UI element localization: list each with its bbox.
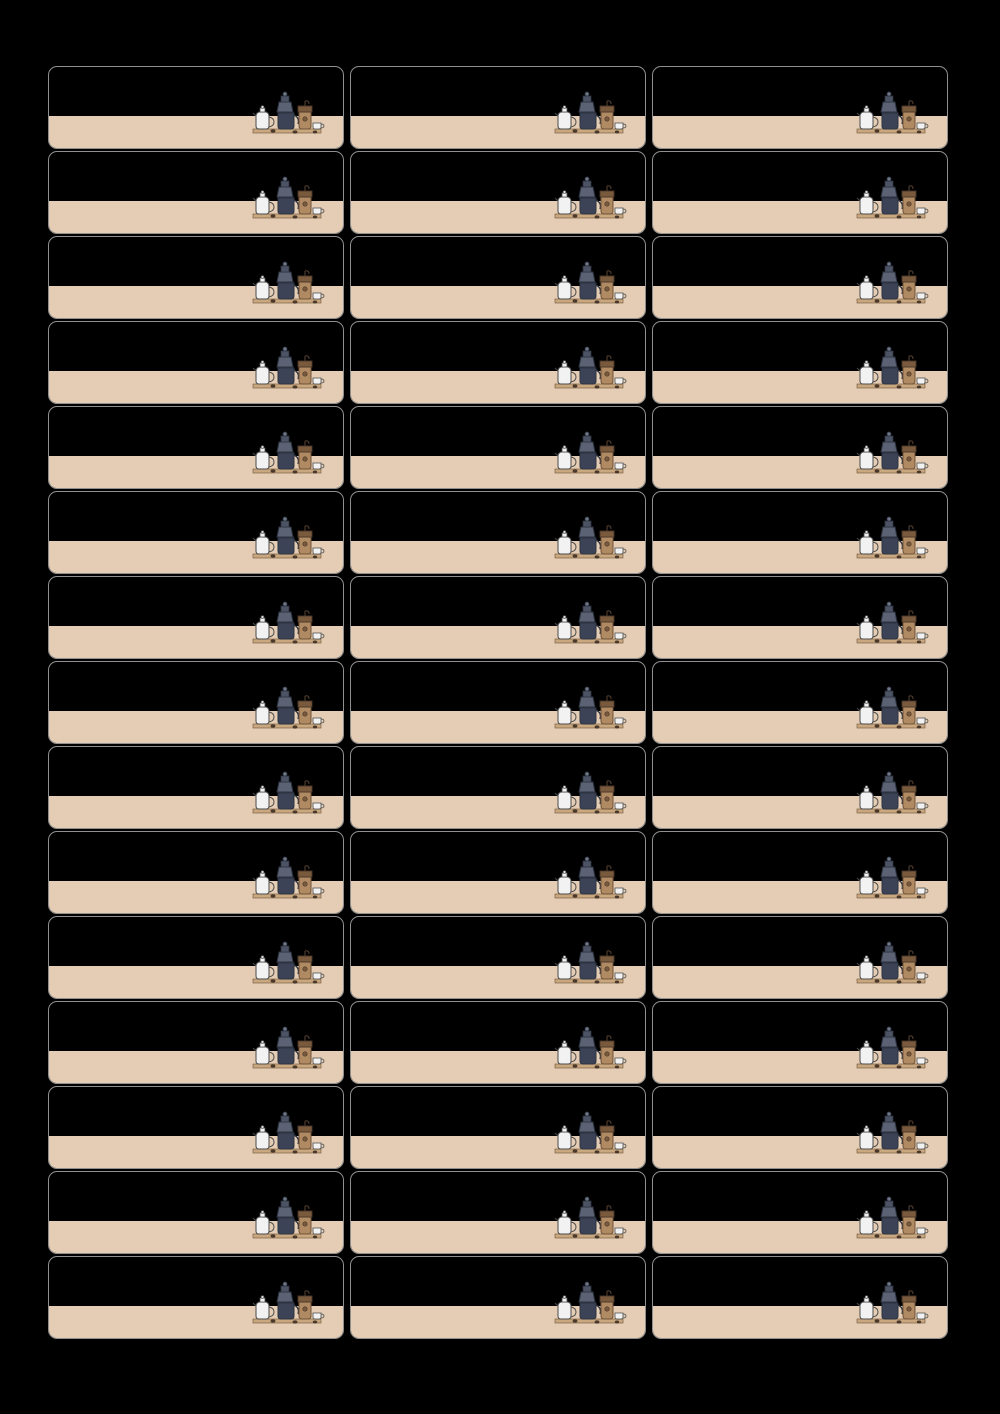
label-writing-area[interactable] <box>359 1263 549 1307</box>
label-writing-area[interactable] <box>661 243 851 287</box>
label-card[interactable] <box>48 1001 344 1084</box>
label-card[interactable] <box>48 321 344 404</box>
coffee-still-life-icon <box>853 592 929 654</box>
label-writing-area[interactable] <box>57 923 247 967</box>
coffee-still-life-icon <box>551 167 627 229</box>
label-writing-area[interactable] <box>661 1178 851 1222</box>
coffee-still-life-icon <box>249 677 325 739</box>
coffee-still-life-icon <box>853 507 929 569</box>
label-card[interactable] <box>350 1086 646 1169</box>
coffee-still-life-icon <box>551 592 627 654</box>
label-card[interactable] <box>48 831 344 914</box>
coffee-still-life-icon <box>551 252 627 314</box>
label-card[interactable] <box>652 916 948 999</box>
label-card[interactable] <box>48 661 344 744</box>
label-writing-area[interactable] <box>57 1093 247 1137</box>
label-writing-area[interactable] <box>359 668 549 712</box>
label-card[interactable] <box>350 66 646 149</box>
label-writing-area[interactable] <box>57 498 247 542</box>
label-card[interactable] <box>350 746 646 829</box>
label-card[interactable] <box>350 916 646 999</box>
coffee-still-life-icon <box>551 1017 627 1079</box>
label-writing-area[interactable] <box>359 158 549 202</box>
coffee-still-life-icon <box>853 337 929 399</box>
coffee-still-life-icon <box>249 762 325 824</box>
coffee-still-life-icon <box>551 847 627 909</box>
coffee-still-life-icon <box>551 1102 627 1164</box>
label-card[interactable] <box>350 1256 646 1339</box>
coffee-still-life-icon <box>551 932 627 994</box>
coffee-still-life-icon <box>249 1272 325 1334</box>
coffee-still-life-icon <box>249 1187 325 1249</box>
label-card[interactable] <box>652 746 948 829</box>
coffee-still-life-icon <box>853 422 929 484</box>
coffee-still-life-icon <box>551 507 627 569</box>
coffee-still-life-icon <box>853 167 929 229</box>
coffee-still-life-icon <box>551 1272 627 1334</box>
label-writing-area[interactable] <box>661 328 851 372</box>
label-writing-area[interactable] <box>359 1178 549 1222</box>
label-card[interactable] <box>48 916 344 999</box>
coffee-still-life-icon <box>551 422 627 484</box>
label-card[interactable] <box>652 321 948 404</box>
label-card[interactable] <box>48 236 344 319</box>
label-card[interactable] <box>48 1086 344 1169</box>
label-card[interactable] <box>350 406 646 489</box>
label-writing-area[interactable] <box>661 1263 851 1307</box>
label-writing-area[interactable] <box>57 668 247 712</box>
label-card[interactable] <box>48 66 344 149</box>
label-writing-area[interactable] <box>661 1093 851 1137</box>
label-card[interactable] <box>48 151 344 234</box>
label-writing-area[interactable] <box>661 668 851 712</box>
label-card[interactable] <box>652 1086 948 1169</box>
coffee-still-life-icon <box>249 507 325 569</box>
label-card[interactable] <box>350 1001 646 1084</box>
coffee-still-life-icon <box>853 762 929 824</box>
coffee-still-life-icon <box>249 1017 325 1079</box>
label-card[interactable] <box>350 1171 646 1254</box>
label-writing-area[interactable] <box>661 583 851 627</box>
coffee-still-life-icon <box>853 82 929 144</box>
coffee-still-life-icon <box>249 82 325 144</box>
label-card[interactable] <box>48 1256 344 1339</box>
label-writing-area[interactable] <box>359 1093 549 1137</box>
label-card[interactable] <box>350 491 646 574</box>
label-writing-area[interactable] <box>57 243 247 287</box>
label-writing-area[interactable] <box>661 753 851 797</box>
coffee-still-life-icon <box>853 1272 929 1334</box>
coffee-still-life-icon <box>551 1187 627 1249</box>
label-writing-area[interactable] <box>359 923 549 967</box>
label-card[interactable] <box>350 151 646 234</box>
label-writing-area[interactable] <box>359 753 549 797</box>
label-writing-area[interactable] <box>359 498 549 542</box>
label-card[interactable] <box>350 661 646 744</box>
label-writing-area[interactable] <box>57 413 247 457</box>
label-card[interactable] <box>652 576 948 659</box>
coffee-still-life-icon <box>853 252 929 314</box>
coffee-still-life-icon <box>249 252 325 314</box>
label-writing-area[interactable] <box>661 838 851 882</box>
label-writing-area[interactable] <box>359 1008 549 1052</box>
label-card[interactable] <box>350 831 646 914</box>
label-card[interactable] <box>48 1171 344 1254</box>
label-writing-area[interactable] <box>57 73 247 117</box>
label-writing-area[interactable] <box>359 243 549 287</box>
label-card[interactable] <box>652 1256 948 1339</box>
coffee-still-life-icon <box>249 337 325 399</box>
label-card[interactable] <box>652 1171 948 1254</box>
coffee-still-life-icon <box>249 422 325 484</box>
label-card[interactable] <box>652 151 948 234</box>
label-writing-area[interactable] <box>661 158 851 202</box>
label-card[interactable] <box>48 491 344 574</box>
coffee-still-life-icon <box>249 167 325 229</box>
label-writing-area[interactable] <box>57 1008 247 1052</box>
label-writing-area[interactable] <box>57 328 247 372</box>
label-grid <box>48 66 948 1346</box>
coffee-still-life-icon <box>853 1017 929 1079</box>
label-card[interactable] <box>48 406 344 489</box>
label-card[interactable] <box>350 321 646 404</box>
coffee-still-life-icon <box>853 1102 929 1164</box>
label-writing-area[interactable] <box>661 73 851 117</box>
label-writing-area[interactable] <box>359 328 549 372</box>
coffee-still-life-icon <box>853 847 929 909</box>
label-writing-area[interactable] <box>359 838 549 882</box>
label-writing-area[interactable] <box>359 73 549 117</box>
label-card[interactable] <box>652 831 948 914</box>
label-writing-area[interactable] <box>57 753 247 797</box>
label-writing-area[interactable] <box>359 583 549 627</box>
coffee-still-life-icon <box>249 592 325 654</box>
label-card[interactable] <box>350 236 646 319</box>
label-card[interactable] <box>48 746 344 829</box>
coffee-still-life-icon <box>853 932 929 994</box>
label-writing-area[interactable] <box>57 838 247 882</box>
label-card[interactable] <box>652 66 948 149</box>
label-card[interactable] <box>652 236 948 319</box>
label-writing-area[interactable] <box>661 923 851 967</box>
label-writing-area[interactable] <box>359 413 549 457</box>
coffee-still-life-icon <box>249 932 325 994</box>
coffee-still-life-icon <box>551 337 627 399</box>
label-card[interactable] <box>48 576 344 659</box>
label-writing-area[interactable] <box>57 1178 247 1222</box>
coffee-still-life-icon <box>551 82 627 144</box>
coffee-still-life-icon <box>551 677 627 739</box>
label-card[interactable] <box>652 661 948 744</box>
label-writing-area[interactable] <box>57 1263 247 1307</box>
label-card[interactable] <box>350 576 646 659</box>
coffee-still-life-icon <box>249 1102 325 1164</box>
label-card[interactable] <box>652 1001 948 1084</box>
label-writing-area[interactable] <box>57 158 247 202</box>
coffee-still-life-icon <box>249 847 325 909</box>
label-card[interactable] <box>652 406 948 489</box>
label-writing-area[interactable] <box>661 413 851 457</box>
label-writing-area[interactable] <box>661 498 851 542</box>
label-writing-area[interactable] <box>661 1008 851 1052</box>
coffee-still-life-icon <box>551 762 627 824</box>
label-writing-area[interactable] <box>57 583 247 627</box>
coffee-still-life-icon <box>853 677 929 739</box>
label-card[interactable] <box>652 491 948 574</box>
coffee-still-life-icon <box>853 1187 929 1249</box>
